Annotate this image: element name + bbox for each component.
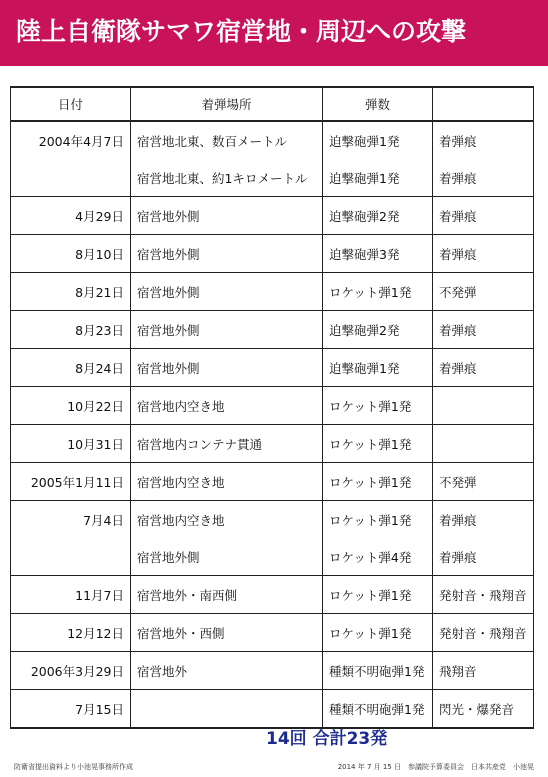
- table-row: [11, 349, 534, 387]
- place-cell: 宿営地内コンテナ貫通: [131, 425, 323, 463]
- table-row: [11, 652, 534, 690]
- place-cell: 宿営地外側: [131, 538, 323, 576]
- date-cell: 4月29日: [11, 197, 131, 235]
- date-cell: [11, 159, 131, 197]
- table-row: [11, 614, 534, 652]
- table-row: [11, 273, 534, 311]
- place-cell: 宿営地北東、数百メートル: [131, 121, 323, 159]
- place-cell: 宿営地内空き地: [131, 463, 323, 501]
- note-cell: 発射音・飛翔音: [433, 614, 534, 652]
- rounds-cell: 迫撃砲弾2発: [323, 197, 433, 235]
- table-row: [11, 463, 534, 501]
- rounds-cell: 迫撃砲弾1発: [323, 159, 433, 197]
- note-cell: 発射音・飛翔音: [433, 576, 534, 614]
- note-cell: 着弾痕: [433, 235, 534, 273]
- place-cell: 宿営地外・南西側: [131, 576, 323, 614]
- note-cell: 着弾痕: [433, 197, 534, 235]
- note-cell: [433, 425, 534, 463]
- date-cell: 8月21日: [11, 273, 131, 311]
- rounds-cell: ロケット弾1発: [323, 387, 433, 425]
- title-banner: [0, 0, 548, 66]
- table-row: [11, 538, 534, 576]
- date-cell: 2004年4月7日: [11, 121, 131, 159]
- note-cell: 不発弾: [433, 273, 534, 311]
- table-row: [11, 425, 534, 463]
- rounds-cell: ロケット弾1発: [323, 273, 433, 311]
- source-note: 防衛省提出資料より小池晃事務所作成: [14, 763, 133, 771]
- rounds-cell: ロケット弾1発: [323, 576, 433, 614]
- place-cell: 宿営地外側: [131, 197, 323, 235]
- note-cell: 着弾痕: [433, 349, 534, 387]
- place-cell: [131, 690, 323, 729]
- table-row: [11, 311, 534, 349]
- header-place: 着弾場所: [131, 87, 323, 121]
- table-body: [11, 121, 534, 728]
- rounds-cell: 種類不明砲弾1発: [323, 690, 433, 729]
- header-date: 日付: [11, 87, 131, 121]
- rounds-cell: 種類不明砲弾1発: [323, 652, 433, 690]
- date-cell: 12月12日: [11, 614, 131, 652]
- note-cell: 着弾痕: [433, 159, 534, 197]
- rounds-cell: 迫撃砲弾3発: [323, 235, 433, 273]
- table-row: [11, 501, 534, 539]
- place-cell: 宿営地外側: [131, 273, 323, 311]
- table-row: [11, 197, 534, 235]
- rounds-cell: ロケット弾4発: [323, 538, 433, 576]
- note-cell: 不発弾: [433, 463, 534, 501]
- note-cell: 着弾痕: [433, 311, 534, 349]
- table-row: [11, 159, 534, 197]
- place-cell: 宿営地内空き地: [131, 501, 323, 539]
- place-cell: 宿営地外側: [131, 311, 323, 349]
- date-cell: 8月10日: [11, 235, 131, 273]
- rounds-cell: 迫撃砲弾1発: [323, 121, 433, 159]
- date-cell: 10月31日: [11, 425, 131, 463]
- date-cell: 7月4日: [11, 501, 131, 539]
- table-row: [11, 690, 534, 729]
- note-cell: 着弾痕: [433, 538, 534, 576]
- place-cell: 宿営地外・西側: [131, 614, 323, 652]
- rounds-cell: ロケット弾1発: [323, 614, 433, 652]
- header-note: [433, 87, 534, 121]
- date-cell: 11月7日: [11, 576, 131, 614]
- rounds-cell: 迫撃砲弾2発: [323, 311, 433, 349]
- note-cell: 飛翔音: [433, 652, 534, 690]
- note-cell: 閃光・爆発音: [433, 690, 534, 729]
- date-cell: 2005年1月11日: [11, 463, 131, 501]
- place-cell: 宿営地外: [131, 652, 323, 690]
- note-cell: 着弾痕: [433, 121, 534, 159]
- event-credit: 2014 年 7 月 15 日 参議院予算委員会 日本共産党 小池晃: [337, 763, 534, 771]
- place-cell: 宿営地内空き地: [131, 387, 323, 425]
- date-cell: [11, 538, 131, 576]
- table-row: [11, 235, 534, 273]
- note-cell: [433, 387, 534, 425]
- rounds-cell: ロケット弾1発: [323, 463, 433, 501]
- table-row: [11, 576, 534, 614]
- date-cell: 10月22日: [11, 387, 131, 425]
- place-cell: 宿営地北東、約1キロメートル: [131, 159, 323, 197]
- note-cell: 着弾痕: [433, 501, 534, 539]
- place-cell: 宿営地外側: [131, 349, 323, 387]
- rounds-cell: ロケット弾1発: [323, 425, 433, 463]
- date-cell: 8月23日: [11, 311, 131, 349]
- place-cell: 宿営地外側: [131, 235, 323, 273]
- rounds-cell: ロケット弾1発: [323, 501, 433, 539]
- header-rounds: 弾数: [323, 87, 433, 121]
- table-row: [11, 387, 534, 425]
- date-cell: 7月15日: [11, 690, 131, 729]
- attack-table: [10, 86, 534, 729]
- summary-total: 14回 合計23発: [266, 729, 388, 749]
- rounds-cell: 迫撃砲弾1発: [323, 349, 433, 387]
- table-row: [11, 121, 534, 159]
- date-cell: 2006年3月29日: [11, 652, 131, 690]
- date-cell: 8月24日: [11, 349, 131, 387]
- table-header-row: [11, 87, 534, 121]
- page-title: 陸上自衛隊サマワ宿営地・周辺への攻撃: [16, 17, 467, 46]
